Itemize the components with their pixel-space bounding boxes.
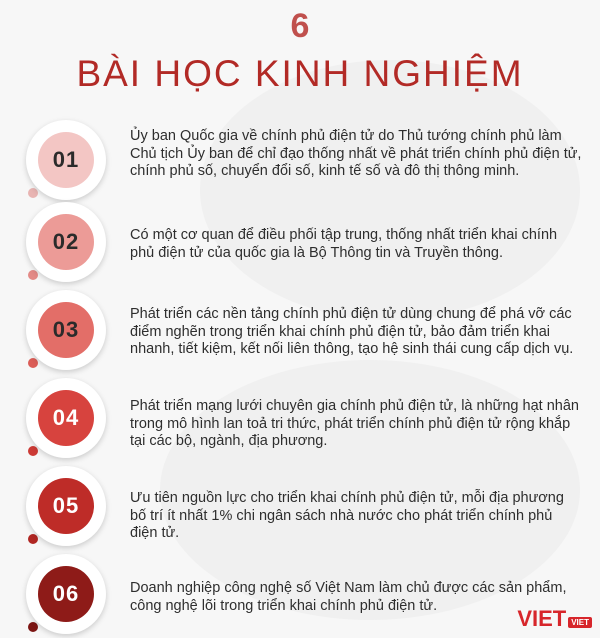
lesson-text: Ủy ban Quốc gia về chính phủ điện tử do Thủ tướng chính phủ làm Chủ tịch Ủy ban để chỉ đạo thống nhất về phát triển chính phủ điện tử, chính phủ số, chuyển đổi số, kinh tế số và đô thị thông minh. <box>130 128 582 179</box>
lesson-text: Phát triển mạng lưới chuyên gia chính phủ điện tử, là những hạt nhân trong mô hình lan toả tri thức, phát triển chính phủ điện tử rộng khắp tại các bộ, ngành, địa phương. <box>130 398 579 449</box>
number-badge <box>26 202 118 294</box>
lesson-text: Doanh nghiệp công nghệ số Việt Nam làm chủ được các sản phẩm, công nghệ lõi trong triển khai chính phủ điện tử. <box>130 580 567 614</box>
badge-dot <box>28 534 38 544</box>
number-badge <box>26 120 118 212</box>
lesson-text: Ưu tiên nguồn lực cho triển khai chính phủ điện tử, mỗi địa phương bố trí ít nhất 1% chi ngân sách nhà nước cho phát triển chính phủ điện tử. <box>130 490 564 541</box>
section-number: 6 <box>290 7 310 45</box>
badge-dot <box>28 446 38 456</box>
badge-number: 01 <box>38 132 94 188</box>
background-decoration <box>200 60 580 320</box>
badge-dot <box>28 188 38 198</box>
logo-text: VIET <box>517 606 567 631</box>
badge-number: 06 <box>38 566 94 622</box>
badge-dot <box>28 622 38 632</box>
logo-tag: VIET <box>568 617 592 628</box>
page-title: BÀI HỌC KINH NGHIỆM <box>76 53 524 94</box>
number-badge <box>26 290 118 382</box>
lesson-text: Có một cơ quan để điều phối tập trung, thống nhất triển khai chính phủ điện tử của quốc gia là Bộ Thông tin và Truyền thông. <box>130 227 558 261</box>
number-badge <box>26 554 118 638</box>
badge-number: 05 <box>38 478 94 534</box>
brand-logo <box>517 608 592 630</box>
header <box>0 6 600 96</box>
badge-dot <box>28 358 38 368</box>
badge-number: 03 <box>38 302 94 358</box>
number-badge <box>26 378 118 470</box>
lesson-text: Phát triển các nền tảng chính phủ điện tử dùng chung để phá vỡ các điểm nghẽn trong triển khai chính phủ điện tử, bảo đảm triển khai nhanh, tiết kiệm, kết nối liên thông, tạo hệ sinh thái cung cấp dịch vụ. <box>130 306 574 357</box>
badge-number: 02 <box>38 214 94 270</box>
number-badge <box>26 466 118 558</box>
badge-dot <box>28 270 38 280</box>
badge-number: 04 <box>38 390 94 446</box>
